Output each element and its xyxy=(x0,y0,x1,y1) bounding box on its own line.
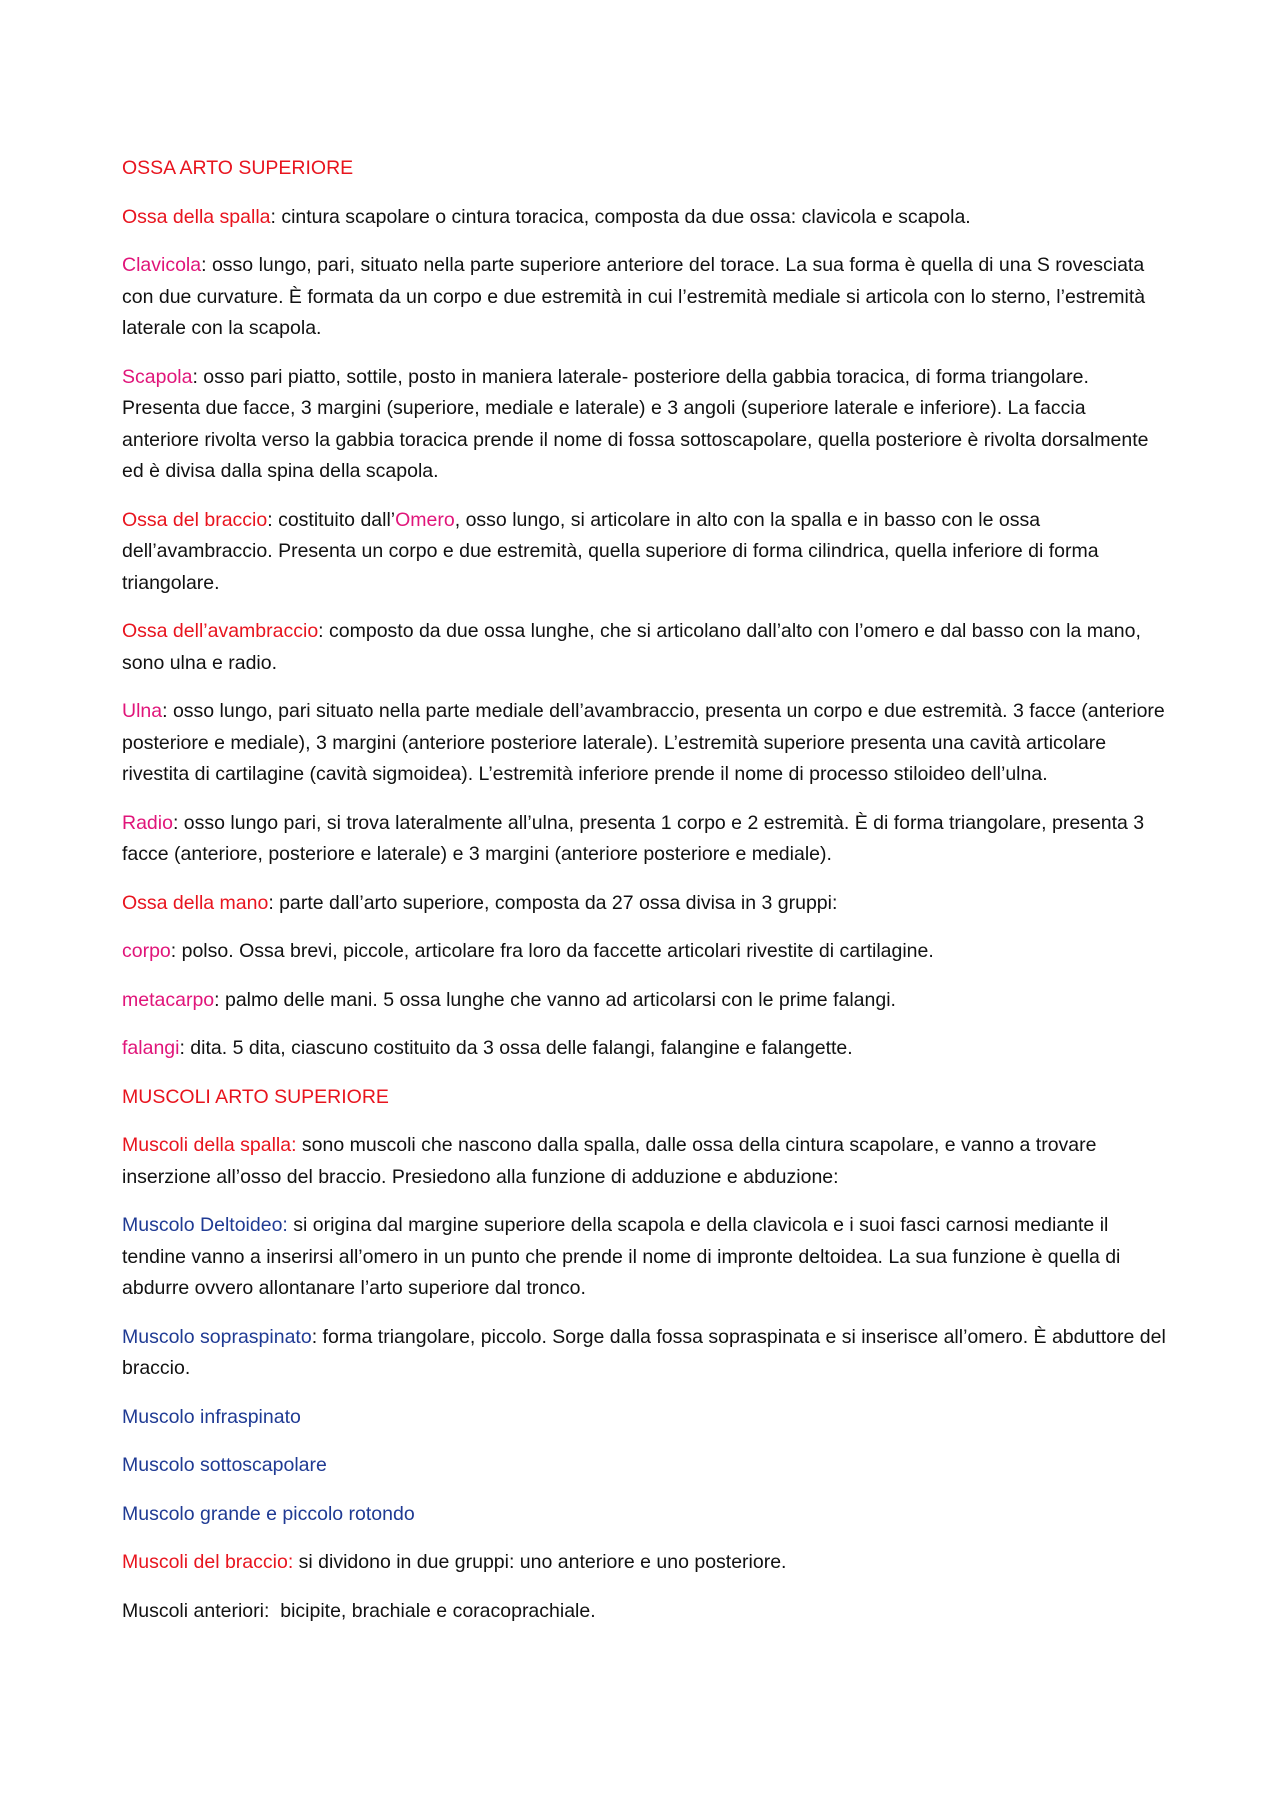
text-metacarpo: : palmo delle mani. 5 ossa lunghe che vanno ad articolarsi con le prime falangi. xyxy=(214,988,896,1011)
paragraph-muscoli-anteriori: Muscoli anteriori: bicipite, brachiale e coracoprachiale. xyxy=(122,1599,596,1622)
term-falangi: falangi xyxy=(122,1037,180,1059)
term-deltoideo: Muscolo Deltoideo: xyxy=(122,1214,288,1236)
heading-sottoscapolare: Muscolo sottoscapolare xyxy=(122,1454,327,1476)
text-muscoli-spalla: sono muscoli che nascono dalla spalla, dalle ossa della cintura scapolare, e vanno a trovare inserzione all’osso del braccio. Presiedono alla funzione di adduzione e abduzione: xyxy=(122,1134,1097,1188)
term-clavicola: Clavicola xyxy=(122,254,202,276)
text-ulna: : osso lungo, pari situato nella parte mediale dell’avambraccio, presenta un corpo e due estremità. 3 facce (anteriore posteriore e mediale), 3 margini (anteriore posteriore laterale). L’estremità superiore presenta una cavità articolare rivestita di cartilagine (cavità sigmoidea). L’estremità inferiore prende il nome di processo stiloideo dell’ulna. xyxy=(122,700,1165,785)
term-scapola: Scapola xyxy=(122,365,193,388)
paragraph-muscoli-braccio xyxy=(122,1547,1167,1579)
paragraph-sopraspinato xyxy=(122,1322,1167,1385)
term-omero: Omero xyxy=(395,508,455,531)
text-ossa-braccio-b: , osso lungo, si articolare in alto con la spalla e in basso con le ossa dell’avambraccio. Presenta un corpo e due estremità, quella superiore di forma cilindrica, quella inferiore di forma triangolare. xyxy=(122,508,1099,594)
paragraph-mano xyxy=(122,888,1167,920)
term-ossa-avambraccio: Ossa dell’avambraccio xyxy=(122,620,319,642)
text-ossa-braccio-a: : costituito dall’ xyxy=(267,508,396,531)
paragraph-muscoli-spalla xyxy=(122,1130,1167,1193)
document-page xyxy=(122,153,1167,1644)
text-ossa-mano: : parte dall’arto superiore, composta da 27 ossa divisa in 3 gruppi: xyxy=(268,891,838,914)
paragraph-scapola xyxy=(122,362,1167,488)
text-ossa-spalla: : cintura scapolare o cintura toracica, composta da due ossa: clavicola e scapola. xyxy=(270,205,971,228)
term-ossa-braccio: Ossa del braccio xyxy=(122,508,268,531)
text-deltoideo: si origina dal margine superiore della scapola e della clavicola e i suoi fasci carnosi mediante il tendine vanno a inserirsi all’omero in un punto che prende il nome di impronte deltoidea. La sua funzione è quella di abdurre ovvero allontanare l’arto superiore dal tronco. xyxy=(122,1214,1121,1299)
text-ossa-avambraccio: : composto da due ossa lunghe, che si articolano dall’alto con l’omero e dal basso con la mano, sono ulna e radio. xyxy=(122,620,1141,674)
text-clavicola: : osso lungo, pari, situato nella parte superiore anteriore del torace. La sua forma è quella di una S rovesciata con due curvature. È formata da un corpo e due estremità in cui l’estremità mediale si articola con lo sterno, l’estremità laterale con la scapola. xyxy=(122,254,1146,339)
term-radio: Radio xyxy=(122,811,173,834)
text-falangi: : dita. 5 dita, ciascuno costituito da 3 ossa delle falangi, falangine e falangette. xyxy=(179,1037,853,1059)
term-metacarpo: metacarpo xyxy=(122,988,215,1011)
text-muscoli-braccio: si dividono in due gruppi: uno anteriore e uno posteriore. xyxy=(293,1551,787,1573)
heading-infraspinato: Muscolo infraspinato xyxy=(122,1405,301,1428)
term-ulna: Ulna xyxy=(122,700,163,722)
paragraph-braccio xyxy=(122,505,1167,600)
text-corpo: : polso. Ossa brevi, piccole, articolare fra loro da faccette articolari rivestite di cartilagine. xyxy=(170,940,934,962)
paragraph-ulna xyxy=(122,696,1167,791)
heading-muscles: MUSCOLI ARTO SUPERIORE xyxy=(122,1085,389,1108)
term-muscoli-braccio: Muscoli del braccio: xyxy=(122,1551,294,1573)
heading-bones: OSSA ARTO SUPERIORE xyxy=(122,157,354,179)
paragraph-deltoideo xyxy=(122,1210,1167,1305)
term-ossa-spalla: Ossa della spalla xyxy=(122,205,271,228)
term-muscoli-spalla: Muscoli della spalla: xyxy=(122,1134,297,1156)
paragraph-spalla xyxy=(122,202,1167,234)
text-sopraspinato: : forma triangolare, piccolo. Sorge dalla fossa sopraspinata e si inserisce all’omero. È abduttore del braccio. xyxy=(122,1325,1166,1379)
term-corpo: corpo xyxy=(122,940,171,962)
paragraph-radio xyxy=(122,808,1167,871)
paragraph-clavicola xyxy=(122,250,1167,345)
paragraph-corpo xyxy=(122,936,1167,968)
heading-rotondo: Muscolo grande e piccolo rotondo xyxy=(122,1502,415,1525)
paragraph-metacarpo xyxy=(122,985,1167,1017)
text-scapola: : osso pari piatto, sottile, posto in maniera laterale- posteriore della gabbia toracica, di forma triangolare. Presenta due facce, 3 margini (superiore, mediale e laterale) e 3 angoli (superiore laterale e inferiore). La faccia anteriore rivolta verso la gabbia toracica prende il nome di fossa sottoscapolare, quella posteriore è rivolta dorsalmente ed è divisa dalla spina della scapola. xyxy=(122,365,1149,482)
text-radio: : osso lungo pari, si trova lateralmente all’ulna, presenta 1 corpo e 2 estremità. È di forma triangolare, presenta 3 facce (anteriore, posteriore e laterale) e 3 margini (anteriore posteriore e mediale). xyxy=(122,811,1145,865)
paragraph-avambraccio xyxy=(122,616,1167,679)
paragraph-falangi xyxy=(122,1033,1167,1065)
term-ossa-mano: Ossa della mano xyxy=(122,891,269,914)
term-sopraspinato: Muscolo sopraspinato xyxy=(122,1325,312,1348)
